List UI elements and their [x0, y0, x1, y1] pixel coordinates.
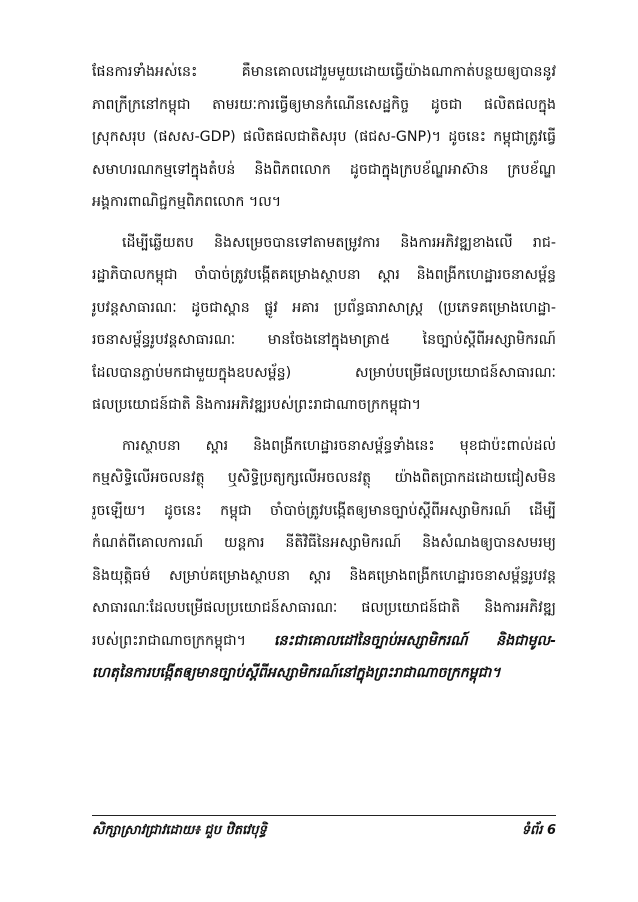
- text-line: [92, 227, 556, 260]
- line-text: រូបវន្តសាធារណៈ ដូចជាស្ពាន ផ្លូវ អគារ ប្រព័ន្ធធារាសាស្ត្រ (ប្រភេទគម្រោងហេដ្ឋា-: [92, 299, 556, 316]
- line-text: រួចឡើយ។ ដូចនេះ កម្ពុជា ចាំបាច់ត្រូវបង្កើតឲ្យមានច្បាប់ស្តីពីអស្សាមិករណ៍ ដើម្បី: [92, 502, 556, 519]
- text-line: [92, 560, 556, 593]
- text-line: [92, 89, 556, 122]
- paragraph-gap: [92, 219, 556, 227]
- line-text: រចនាសម្ព័ន្ធរូបវន្តសាធារណៈ មានចែងនៅក្នុងមាត្រា៥ នៃច្បាប់ស្តីពីអស្សាមិករណ៍: [92, 332, 556, 348]
- paragraph-gap: [92, 422, 556, 430]
- emphasized-text: ហេតុនៃការបង្កើតឲ្យមានច្បាប់ស្តីពីអស្សាមិករណ៍នៅក្នុងព្រះរាជាណាចក្រកម្ពុជា។: [92, 665, 501, 681]
- text-line: [92, 657, 556, 690]
- paragraph: [92, 56, 556, 219]
- line-text: ដើម្បីឆ្លើយតប និងសម្រេចបានទៅតាមតម្រូវការ និងការអភិវឌ្ឍខាងលើ រាជ-: [122, 234, 556, 251]
- line-text: ស្រុកសរុប (ផសស-GDP) ផលិតផលជាតិសរុប (ផជស-GNP)។ ដូចនេះ កម្ពុជាត្រូវធ្វើ: [92, 129, 556, 145]
- text-line: [92, 259, 556, 292]
- line-text: អង្គការពាណិជ្ជកម្មពិភពលោក ។ល។: [92, 194, 282, 210]
- text-line: [92, 625, 556, 658]
- text-line: [92, 154, 556, 187]
- line-text: សាធារណៈដែលបម្រើផលប្រយោជន៍សាធារណៈ ផលប្រយោជន៍ជាតិ និងការអភិវឌ្ឍ: [92, 600, 556, 616]
- page-number: ទំព័រ 6: [521, 823, 556, 838]
- line-text: ផែនការទាំងអស់នេះ គឺមានគោលដៅរួមមួយដោយធ្វើយ៉ាងណាកាត់បន្ថយឲ្យបាននូវ: [92, 64, 556, 80]
- paragraph: [92, 430, 556, 690]
- line-text: ផលប្រយោជន៍ជាតិ និងការអភិវឌ្ឍរបស់ព្រះរាជាណាចក្រកម្ពុជា។: [92, 397, 421, 413]
- line-text: ការស្ថាបនា ស្តារ និងពង្រីកហេដ្ឋារចនាសម្ព័ន្ធទាំងនេះ មុខជាប៉ះពាល់ដល់: [122, 437, 556, 454]
- line-text: ភាពក្រីក្រនៅកម្ពុជា តាមរយៈការធ្វើឲ្យមានកំណើនសេដ្ឋកិច្ច ដូចជា ផលិតផលក្នុង: [92, 96, 556, 113]
- line-text: កំណត់ពីគោលការណ៍ យន្តការ នីតិវិធីនៃអស្សាមិករណ៍ និងសំណងឲ្យបានសមរម្យ: [92, 535, 556, 551]
- text-line: [92, 324, 556, 357]
- text-line: [92, 56, 556, 89]
- text-line: [92, 292, 556, 325]
- footer-rule: [92, 815, 556, 816]
- text-line: [92, 495, 556, 528]
- text-line: [92, 430, 556, 463]
- body-text: [92, 56, 556, 690]
- text-line: [92, 592, 556, 625]
- text-line: [92, 186, 556, 219]
- text-line: [92, 527, 556, 560]
- text-line: [92, 121, 556, 154]
- line-text: និងយុត្តិធម៌ សម្រាប់គម្រោងស្ថាបនា ស្តារ និងគម្រោងពង្រីកហេដ្ឋារចនាសម្ព័ន្ធរូបវន្ត: [92, 567, 556, 584]
- line-text: ដែលបានភ្ជាប់មកជាមួយក្នុងឧបសម្ព័ន្ធ) សម្រាប់បម្រើផលប្រយោជន៍សាធារណៈ: [92, 364, 556, 381]
- line-text: កម្មសិទ្ធិលើអចលនវត្ថុ ឬសិទ្ធិប្រត្យក្សលើអចលនវត្ថុ យ៉ាងពិតប្រាកដដោយជៀសមិន: [92, 470, 556, 486]
- text-line: [92, 462, 556, 495]
- emphasized-text: នេះជាគោលដៅនៃច្បាប់អស្សាមិករណ៍ និងជាមូល-: [273, 632, 556, 649]
- paragraph: [92, 227, 556, 422]
- line-text: របស់ព្រះរាជាណាចក្រកម្ពុជា។: [92, 632, 274, 649]
- footer-author: សិក្សាស្រាវជ្រាវដោយ៖ ជួប ឋិតវេបុទ្ធិ: [92, 823, 267, 838]
- line-text: សមាហរណកម្មទៅក្នុងតំបន់ និងពិភពលោក ដូចជាក្នុងក្របខ័ណ្ឌអាស៊ាន ក្របខ័ណ្ឌ: [92, 161, 556, 178]
- line-text: រដ្ឋាភិបាលកម្ពុជា ចាំបាច់ត្រូវបង្កើតគម្រោងស្ថាបនា ស្តារ និងពង្រីកហេដ្ឋារចនាសម្ព័ន្ធ: [92, 267, 556, 283]
- text-line: [92, 389, 556, 422]
- text-line: [92, 357, 556, 390]
- page-footer: [92, 822, 556, 841]
